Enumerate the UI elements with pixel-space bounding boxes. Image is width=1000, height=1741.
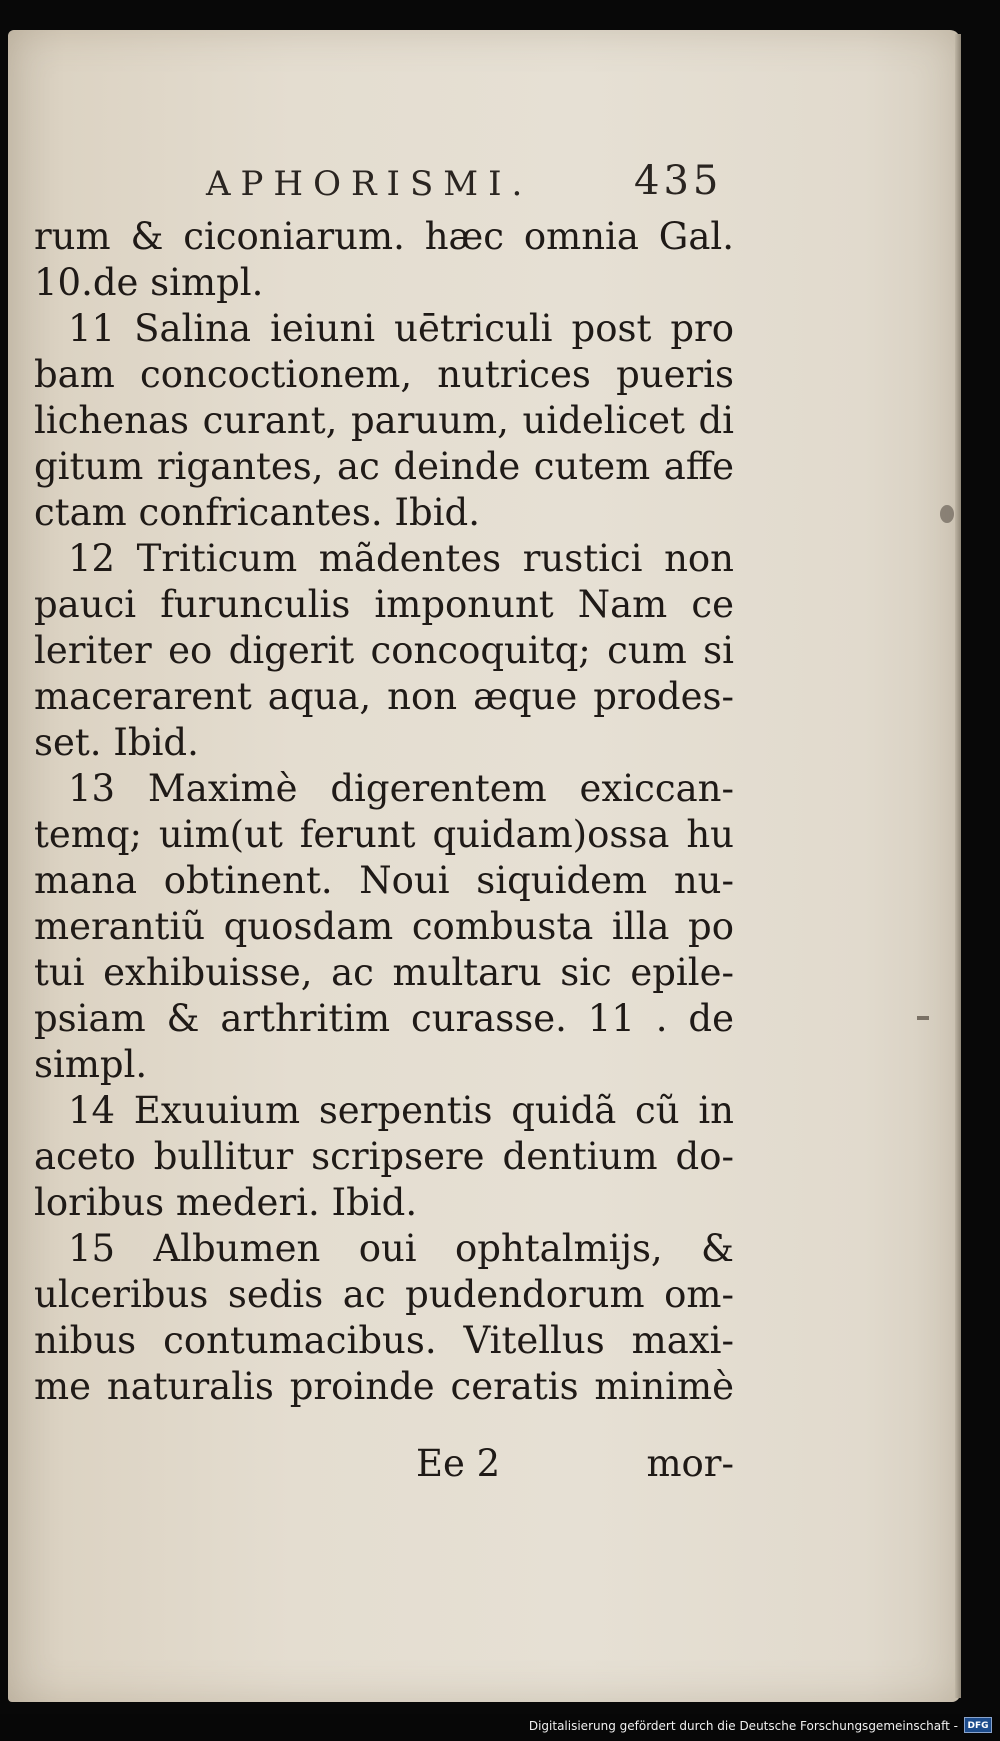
text-line: loribus mederi. Ibid. [34,1181,418,1224]
text-line: tui exhibuisse, ac multaru sic epile- [34,951,734,994]
dfg-logo-icon: DFG [964,1717,992,1733]
catchword: mor- [646,1442,734,1485]
text-line: 13 Maximè digerentem exiccan- [68,767,734,810]
body-text [34,214,734,1410]
text-line: 12 Triticum mãdentes rustici non [68,537,734,580]
text-line: ulceribus sedis ac pudendorum om- [34,1273,734,1316]
text-line: macerarent aqua, non æque prodes- [34,675,734,718]
text-line: simpl. [34,1043,148,1086]
text-line: merantiũ quosdam combusta illa po [34,905,734,948]
text-line: set. Ibid. [34,721,199,764]
page-header [36,158,726,214]
text-line: temq; uim(ut ferunt quidam)ossa hu [34,813,734,856]
signature-mark: Ee 2 [416,1442,501,1485]
text-line: aceto bullitur scripsere dentium do- [34,1135,734,1178]
text-line: 10.de simpl. [34,261,264,304]
text-line: bam concoctionem, nutrices pueris [34,353,734,396]
text-line: rum & ciconiarum. hæc omnia Gal. [34,215,734,258]
page-edge [955,34,961,1698]
text-line: nibus contumacibus. Vitellus maxi- [34,1319,734,1362]
text-line: me naturalis proinde ceratis minimè [34,1365,734,1408]
text-line: lichenas curant, paruum, uidelicet di [34,399,734,442]
text-line: pauci furunculis imponunt Nam ce [34,583,734,626]
margin-mark [917,1016,929,1020]
text-line: leriter eo digerit concoquitq; cum si [34,629,734,672]
text-line: gitum rigantes, ac deinde cutem affe [34,445,734,488]
text-line: mana obtinent. Noui siquidem nu- [34,859,734,902]
text-line: 14 Exuuium serpentis quidã cũ in [68,1089,734,1132]
text-line: 11 Salina ieiuni uētriculi post pro [68,307,734,350]
page-footer-catchline [34,1442,734,1492]
text-line: ctam confricantes. Ibid. [34,491,481,534]
ink-smudge [940,505,954,523]
text-line: psiam & arthritim curasse. 11 . de [34,997,734,1040]
text-line: 15 Albumen oui ophtalmijs, & [68,1227,734,1270]
digitization-footer [0,1714,1000,1741]
page-number: 435 [634,158,723,204]
running-title: APHORISMI. [206,164,533,204]
funding-notice: Digitalisierung gefördert durch die Deutsche Forschungsgemeinschaft - [528,1719,958,1733]
